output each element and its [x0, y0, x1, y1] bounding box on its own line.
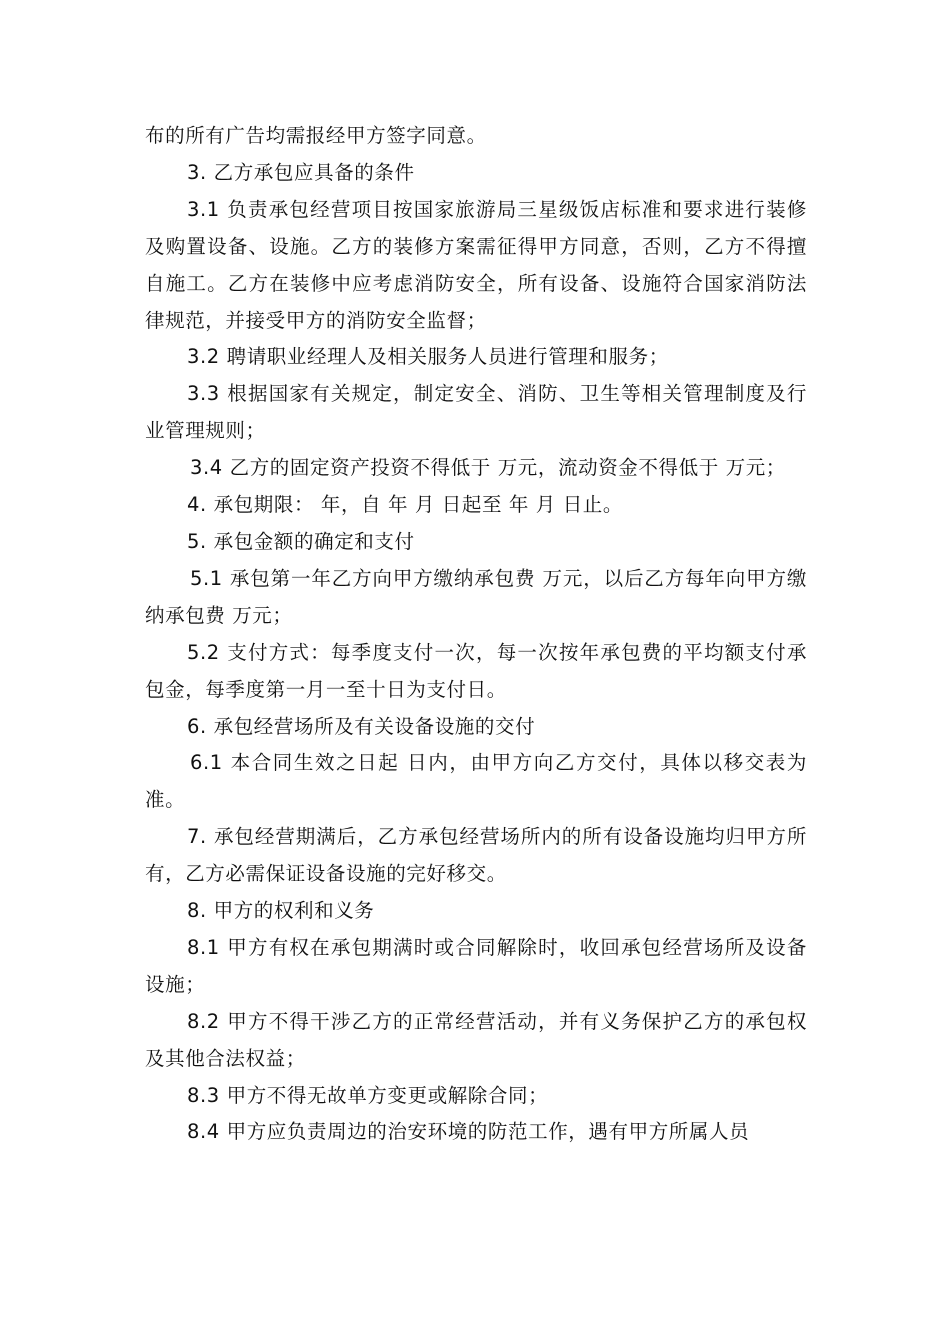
clause-6-1: 6.1 本合同生效之日起 日内，由甲方向乙方交付，具体以移交表为准。: [145, 751, 807, 812]
clause-8-3: 8.3 甲方不得无故单方变更或解除合同；: [187, 1083, 549, 1107]
heading-6-delivery: 6. 承包经营场所及有关设备设施的交付: [187, 714, 536, 738]
contract-body: [145, 118, 807, 1151]
clause-8-4: 8.4 甲方应负责周边的治安环境的防范工作，遇有甲方所属人员: [187, 1120, 750, 1144]
heading-3-conditions: 3. 乙方承包应具备的条件: [187, 160, 415, 184]
clause-3-3: 3.3 根据国家有关规定，制定安全、消防、卫生等相关管理制度及行业管理规则；: [145, 382, 807, 443]
clause-3-4: 3.4 乙方的固定资产投资不得低于 万元，流动资金不得低于 万元；: [190, 456, 786, 480]
clause-5-1: 5.1 承包第一年乙方向甲方缴纳承包费 万元，以后乙方每年向甲方缴纳承包费 万元；: [145, 566, 807, 627]
clause-7-expiry: 7. 承包经营期满后，乙方承包经营场所内的所有设备设施均归甲方所有，乙方必需保证设备设施的完好移交。: [145, 825, 807, 886]
clause-8-1: 8.1 甲方有权在承包期满时或合同解除时，收回承包经营场所及设备设施；: [145, 935, 807, 996]
clause-3-2: 3.2 聘请职业经理人及相关服务人员进行管理和服务；: [187, 345, 669, 369]
clause-5-2: 5.2 支付方式：每季度支付一次，每一次按年承包费的平均额支付承包金，每季度第一月一至十日为支付日。: [145, 640, 807, 701]
heading-4-term: 4. 承包期限： 年，自 年 月 日起至 年 月 日止。: [187, 493, 623, 517]
clause-8-2: 8.2 甲方不得干涉乙方的正常经营活动，并有义务保护乙方的承包权及其他合法权益；: [145, 1009, 807, 1070]
paragraph-ads-continuation: 布的所有广告均需报经甲方签字同意。: [145, 124, 487, 147]
clause-3-1: 3.1 负责承包经营项目按国家旅游局三星级饭店标准和要求进行装修及购置设备、设施。乙方的装修方案需征得甲方同意，否则，乙方不得擅自施工。乙方在装修中应考虑消防安全，所有设备、设施符合国家消防法律规范，并接受甲方的消防安全监督；: [145, 197, 807, 332]
heading-8-party-a: 8. 甲方的权利和义务: [187, 899, 375, 923]
heading-5-amount: 5. 承包金额的确定和支付: [187, 529, 415, 553]
